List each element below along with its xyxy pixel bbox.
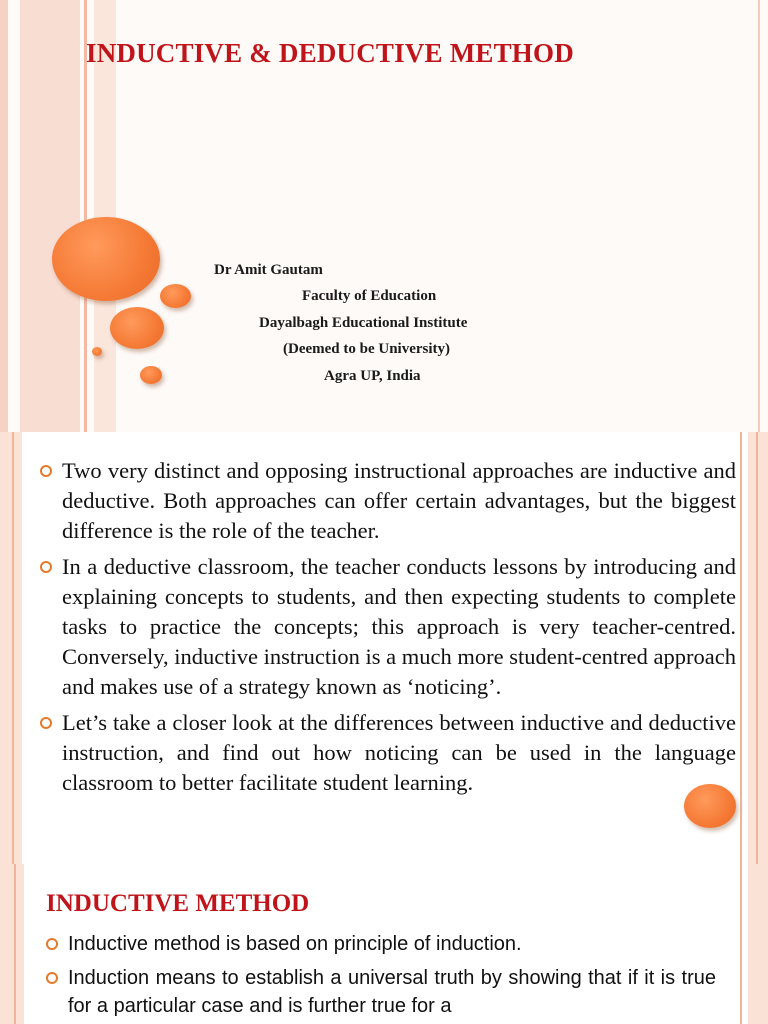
bullet-circle-icon [40, 561, 52, 573]
decorative-stripe [740, 864, 742, 1024]
list-item [40, 456, 736, 546]
decorative-stripe [758, 0, 760, 432]
title-slide [0, 0, 768, 432]
bullet-text: Let’s take a closer look at the differences between inductive and deductive instruction, and find out how noticing can be used in the language classroom to better facilitate student learning. [62, 710, 736, 795]
slide-title: INDUCTIVE & DEDUCTIVE METHOD [86, 38, 574, 68]
faculty-name: Faculty of Education [302, 288, 437, 304]
decorative-stripe [0, 864, 24, 1024]
decorative-stripe [14, 864, 16, 1024]
list-item [40, 708, 736, 798]
list-item [46, 930, 716, 958]
bullet-circle-icon [46, 972, 58, 984]
bullet-circle-icon [40, 465, 52, 477]
university-status: (Deemed to be University) [283, 341, 451, 357]
list-item [46, 964, 716, 1020]
list-item [40, 552, 736, 702]
institute-name: Dayalbagh Educational Institute [259, 315, 468, 331]
decorative-circle-tiny [92, 347, 102, 356]
decorative-circle-small [140, 366, 162, 384]
section-title: INDUCTIVE METHOD [46, 890, 310, 917]
bullet-circle-icon [40, 717, 52, 729]
decorative-circle-medium [110, 307, 164, 349]
author-name: Dr Amit Gautam [214, 262, 323, 278]
content-slide [0, 864, 768, 1024]
location: Agra UP, India [324, 368, 421, 384]
bullet-text: In a deductive classroom, the teacher conducts lessons by introducing and explaining concepts to students, and then expecting students to complete tasks to practice the concepts; this approach is very teacher-centred. Conversely, inductive instruction is a much more student-centred approach and makes use of a strategy known as ‘noticing’. [62, 554, 736, 699]
decorative-stripe [0, 0, 8, 432]
decorative-stripe [748, 864, 768, 1024]
decorative-stripe [0, 432, 22, 864]
content-slide [0, 432, 768, 864]
decorative-circle-small [160, 284, 191, 308]
bullet-circle-icon [46, 938, 58, 950]
decorative-stripe [740, 432, 742, 864]
bullet-text: Induction means to establish a universal truth by showing that if it is true for a particular case and is further true for a [68, 967, 716, 1017]
decorative-stripe [20, 0, 80, 432]
decorative-stripe [756, 432, 758, 864]
decorative-circle-large [52, 217, 160, 301]
bullet-list [40, 456, 736, 804]
decorative-stripe [12, 432, 14, 864]
decorative-stripe [748, 432, 768, 864]
bullet-text: Two very distinct and opposing instructional approaches are inductive and deductive. Both approaches can offer certain advantages, but the biggest difference is the role of the teacher. [62, 458, 736, 543]
decorative-circle-medium [684, 784, 736, 828]
bullet-list [46, 930, 716, 1024]
bullet-text: Inductive method is based on principle of induction. [68, 933, 522, 955]
